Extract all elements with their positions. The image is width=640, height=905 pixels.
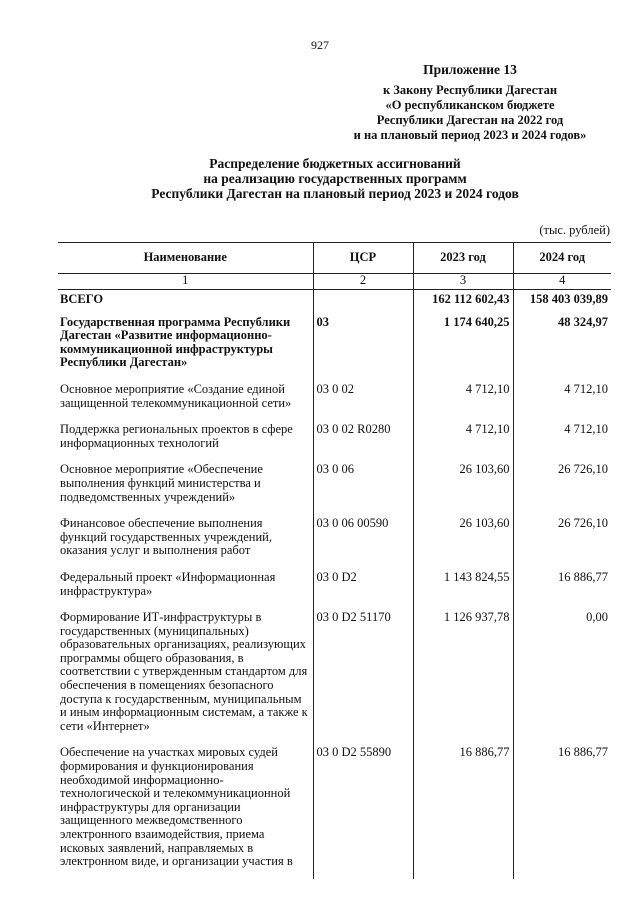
header-2023: 2023 год [413,243,513,274]
column-number-row [58,274,611,290]
cell-name: ВСЕГО [60,292,104,306]
column-number: 1 [58,274,313,290]
cell-2023: 26 103,60 [413,514,513,568]
cell-2023: 4 712,10 [413,420,513,460]
document-title [60,156,610,201]
cell-2023: 1 143 824,55 [413,568,513,608]
table-row [58,568,611,608]
cell-2023: 26 103,60 [413,460,513,514]
header-row [58,243,611,274]
cell-name: Обеспечение на участках мировых судей формирования и функционирования необходимой информационно-технологической и телекоммуникационной инфраструктуры для организации защищенного межведомственного электронного взаимодействия, приема исковых заявлений, направляемых в электронном виде, и организации участия в [60,745,293,869]
cell-2024: 16 886,77 [513,743,611,878]
cell-2024: 4 712,10 [513,420,611,460]
appendix-title: Приложение 13 [423,62,517,77]
cell-2024: 48 324,97 [513,313,611,380]
cell-code: 03 0 D2 51170 [313,608,413,743]
table-row [58,313,611,380]
cell-name: Основное мероприятие «Создание единой защищенной телекоммуникационной сети» [60,381,292,410]
appendix-block [330,62,610,143]
cell-2024: 26 726,10 [513,460,611,514]
cell-2024: 16 886,77 [513,568,611,608]
cell-code [313,290,413,313]
cell-2023: 1 174 640,25 [413,313,513,380]
header-code: ЦСР [313,243,413,274]
cell-code: 03 0 D2 55890 [313,743,413,878]
column-number: 4 [513,274,611,290]
appendix-line: и на плановый период 2023 и 2024 годов» [353,128,587,142]
cell-2024: 26 726,10 [513,514,611,568]
table-row [58,514,611,568]
cell-2024: 0,00 [513,608,611,743]
cell-name: Государственная программа Республики Дагестан «Развитие информационно-коммуникационной инфраструктуры Республики Дагестан» [60,314,291,370]
table-row [58,608,611,743]
title-line: Распределение бюджетных ассигнований [209,156,461,171]
cell-name: Финансовое обеспечение выполнения функций государственных учреждений, оказания услуг и выполнения работ [60,516,272,558]
cell-2023: 162 112 602,43 [413,290,513,313]
appendix-line: к Закону Республики Дагестан [382,83,558,97]
cell-code: 03 0 02 [313,380,413,420]
column-number: 2 [313,274,413,290]
cell-name: Поддержка региональных проектов в сфере информационных технологий [60,422,293,450]
budget-table [58,242,611,879]
table-row [58,290,611,313]
cell-2024: 158 403 039,89 [513,290,611,313]
column-number: 3 [413,274,513,290]
cell-code: 03 [313,313,413,380]
header-2024: 2024 год [513,243,611,274]
page-number: 927 [311,38,329,52]
title-line: на реализацию государственных программ [203,171,467,186]
table-row [58,460,611,514]
header-name: Наименование [58,243,313,274]
cell-code: 03 0 02 R0280 [313,420,413,460]
cell-2024: 4 712,10 [513,380,611,420]
cell-2023: 1 126 937,78 [413,608,513,743]
cell-name: Формирование ИТ-инфраструктуры в государственных (муниципальных) образовательных организациях, реализующих программы общего образования, в соответствии с утвержденным стандартом для обеспечения в помещениях безопасного доступа к государственным, муниципальным и иным информационным системам, а также к сети «Интернет» [60,610,308,733]
cell-name: Федеральный проект «Информационная инфраструктура» [60,569,276,598]
appendix-line: Республики Дагестан на 2022 год [376,113,564,127]
cell-2023: 4 712,10 [413,380,513,420]
appendix-line: «О республиканском бюджете [385,98,555,112]
table-row [58,743,611,878]
cell-code: 03 0 06 [313,460,413,514]
table-row [58,420,611,460]
cell-code: 03 0 06 00590 [313,514,413,568]
cell-name: Основное мероприятие «Обеспечение выполнения функций министерства и подведомственных учреждений» [60,462,263,504]
cell-code: 03 0 D2 [313,568,413,608]
table-row [58,380,611,420]
title-line: Республики Дагестан на плановый период 2023 и 2024 годов [151,186,519,201]
unit-label: (тыс. рублей) [539,223,610,237]
cell-2023: 16 886,77 [413,743,513,878]
